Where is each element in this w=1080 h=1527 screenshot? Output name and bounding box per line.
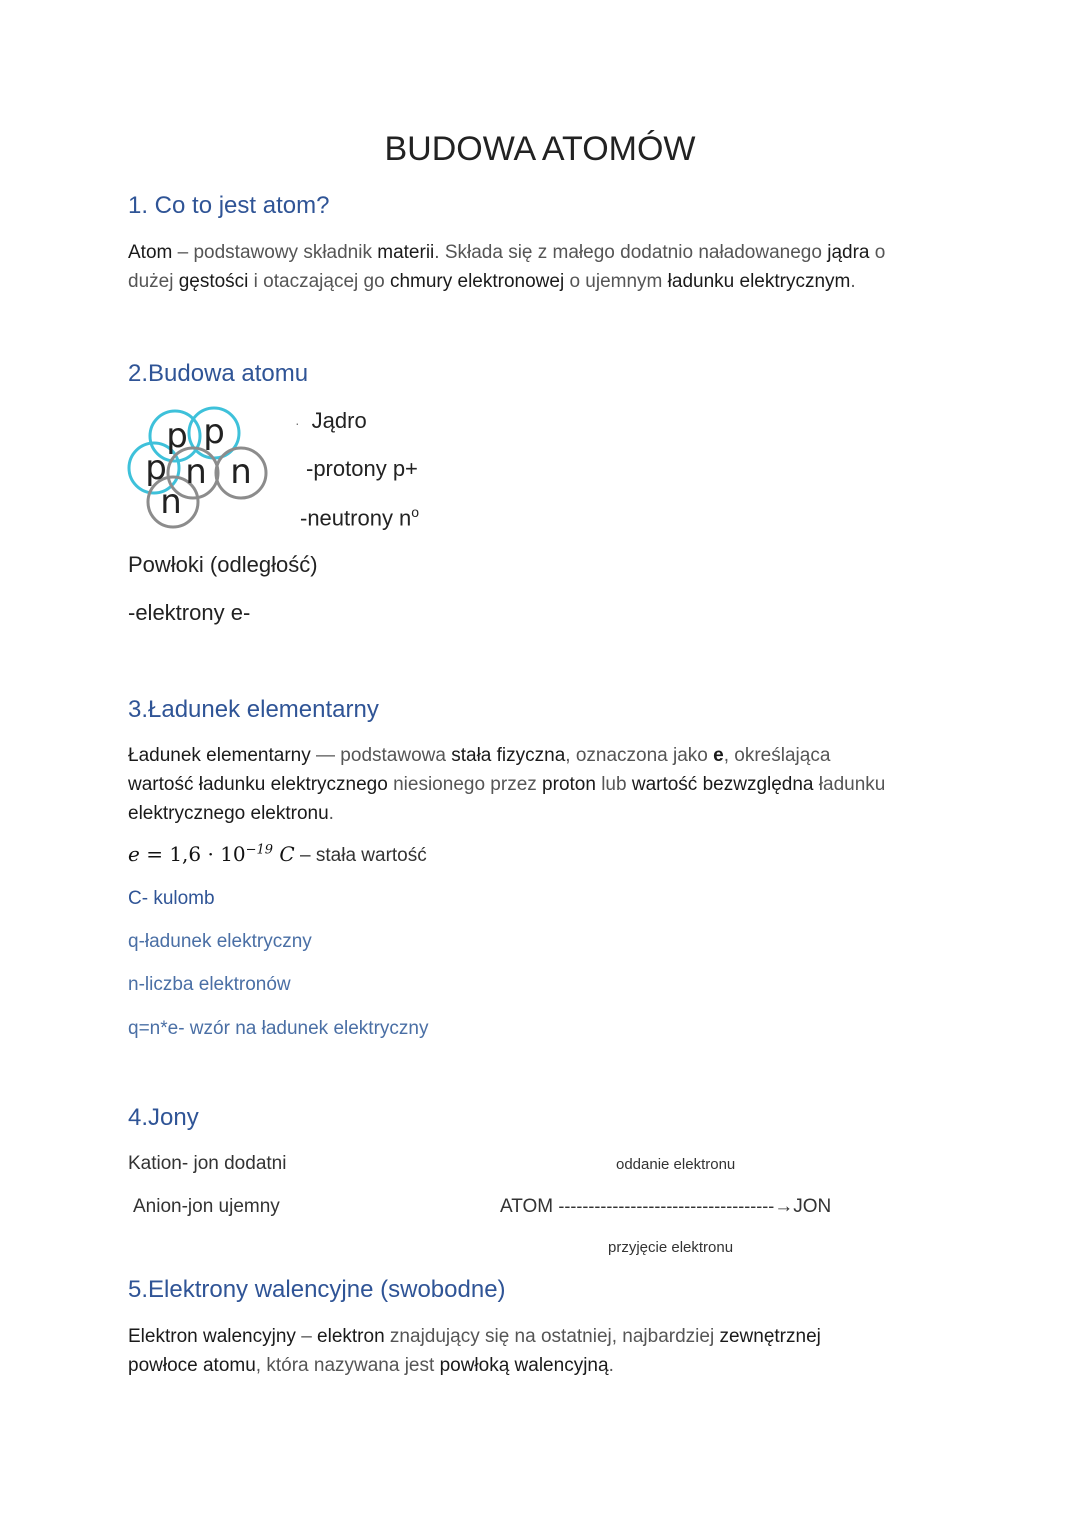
protons-label: -protony p+ (306, 456, 418, 481)
page-title: BUDOWA ATOMÓW (384, 130, 696, 168)
nucleus-letter: p (166, 416, 188, 456)
nucleus-letter: p (145, 448, 167, 488)
charge-formula: $e = 1,6 \cdot 10^{-19}$ C – stała wartość (128, 842, 427, 866)
section-4-heading: 4.Jony (128, 1104, 199, 1131)
nucleus-letter: n (230, 452, 252, 492)
section-2-heading: 2.Budowa atomu (128, 360, 309, 387)
charge-formula-def: q=n*e- wzór na ładunek elektryczny (128, 1018, 429, 1039)
section-5-heading: 5.Elektrony walencyjne (swobodne) (128, 1276, 506, 1303)
section-1-heading: 1. Co to jest atom? (128, 192, 330, 219)
term-ladunek: Ładunek elementarny (128, 745, 311, 766)
nucleus-letter: p (203, 412, 225, 452)
electrons-label: -elektrony e- (128, 600, 251, 625)
nucleus-letter: n (160, 482, 182, 522)
kation-def: Kation- jon dodatni (128, 1153, 287, 1174)
nucleus-diagram (124, 405, 272, 531)
section-3-heading: 3.Ładunek elementarny (128, 696, 379, 723)
section-3-paragraph: Ładunek elementarny — podstawowa stała fizyczna, oznaczona jako e, określająca wartość ładunku elektrycznego niesionego przez proton lub wartość bezwzględna ładunku elektrycznego elektronu. (128, 745, 886, 824)
neutrons-label: -neutrony $n^o$ (300, 504, 420, 531)
anion-def: Anion-jon ujemny (133, 1196, 280, 1217)
coulomb-def: C- kulomb (128, 888, 215, 909)
section-5-paragraph: Elektron walencyjny – elektron znajdujący się na ostatniej, najbardziej zewnętrznej powłoce atomu, która nazywana jest powłoką walencyjną. (128, 1326, 821, 1376)
nucleus-letter: n (185, 452, 207, 492)
section-1-paragraph: Atom – podstawowy składnik materii. Składa się z małego dodatnio naładowanego jądra o dużej gęstości i otaczającej go chmury elektronowej o ujemnym ładunku elektrycznym. (128, 242, 886, 292)
q-def: q-ładunek elektryczny (128, 931, 312, 952)
ion-top-label: oddanie elektronu (616, 1156, 736, 1173)
term-elektron: Elektron walencyjny (128, 1326, 296, 1347)
nucleus-label: · Jądro (295, 408, 367, 433)
ion-arrow: ATOM ------------------------------------→JON (500, 1196, 832, 1217)
ion-bottom-label: przyjęcie elektronu (608, 1239, 734, 1256)
term-atom: Atom (128, 242, 173, 263)
n-def: n-liczba elektronów (128, 974, 291, 995)
shells-label: Powłoki (odległość) (128, 552, 318, 577)
